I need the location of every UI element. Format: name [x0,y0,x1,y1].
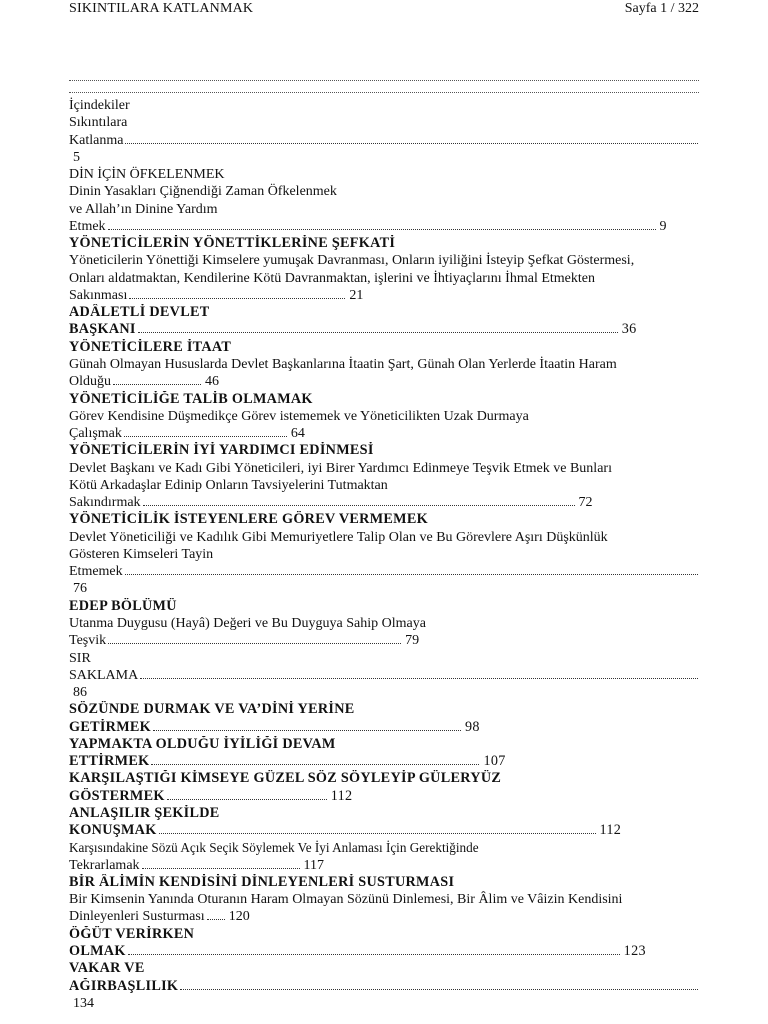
dot-leader [108,228,656,230]
dotted-separator [69,76,699,81]
toc-entry-label: KONUŞMAK [69,822,157,839]
toc-entry-label: Etmemek [69,564,123,580]
toc-entry [69,943,700,960]
toc-line: Devlet Başkanı ve Kadı Gibi Yöneticileri, iyi Birer Yardımcı Edinmeye Teşvik Etmek ve Bunları [69,460,612,476]
toc-entry-label: Tekrarlamak [69,857,140,873]
toc-heading: BİR ÂLİMİN KENDİSİNİ DİNLEYENLERİ SUSTURMASI [69,873,455,890]
dot-leader [108,642,401,644]
toc-heading: KARŞILAŞTIĞI KİMSEYE GÜZEL SÖZ SÖYLEYİP GÜLERYÜZ [69,770,502,787]
toc-entry-label: Olduğu [69,374,111,390]
dot-leader [207,918,225,920]
toc-entry-label: Dinleyenleri Susturması [69,909,205,925]
toc-line: Karşısındakine Sözü Açık Seçik Söylemek Ve İyi Anlaması İçin Gerektiğinde [69,840,479,856]
toc-entry-page: 21 [349,287,364,303]
dot-leader [143,504,575,506]
toc-line: Görev Kendisine Düşmedikçe Görev istememek ve Yöneticilikten Uzak Durmaya [69,408,529,424]
toc-entry-page: 9 [659,218,667,234]
dot-leader [128,953,620,955]
toc-entry-label: OLMAK [69,943,126,960]
toc-entry [69,753,700,770]
dot-leader [140,677,698,679]
toc-heading: ANLAŞILIR ŞEKİLDE [69,804,220,821]
toc-entry [69,373,700,390]
toc-heading: YÖNETİCİLİĞE TALİB OLMAMAK [69,390,313,407]
toc-line: Gösteren Kimseleri Tayin [69,546,214,562]
toc-entry-label: AĞIRBAŞLILIK [69,977,179,994]
toc-line: ve Allah’ın Dinine Yardım [69,201,218,217]
toc-line: Kötü Arkadaşlar Edinip Onların Tavsiyelerini Tutmaktan [69,477,388,493]
toc-page-number: 86 [73,685,87,701]
toc-entry [69,822,700,839]
dot-leader [113,383,201,385]
page-header [69,0,699,18]
toc-entry [69,494,700,511]
toc-entry-label: Sakınması [69,287,128,303]
document-title: SIKINTILARA KATLANMAK [69,1,254,16]
toc-heading: ÖĞÜT VERİRKEN [69,925,195,942]
toc-line: Utanma Duygusu (Hayâ) Değeri ve Bu Duyguya Sahip Olmaya [69,615,426,631]
toc-entry-label: Katlanma [69,132,124,148]
toc-line: SIR [69,650,91,666]
toc-entry [69,908,700,925]
toc-entry-label: Çalışmak [69,426,122,442]
toc-entry [69,425,700,442]
dot-leader [153,729,461,731]
dot-leader [124,435,287,437]
toc-entry-page: 79 [405,633,420,649]
dot-leader [125,573,698,575]
dot-leader [129,297,345,299]
toc-entry [69,132,700,149]
dot-leader [142,867,300,869]
dot-leader [151,763,479,765]
toc-entry [69,978,700,995]
toc-line: Bir Kimsenin Yanında Oturanın Haram Olmayan Sözünü Dinlemesi, Bir Âlim ve Vâizin Kendisini [69,892,623,908]
toc-entry-label: BAŞKANI [69,321,136,338]
table-of-contents [69,97,700,1012]
toc-entry-page: 112 [330,787,353,804]
toc-entry-label: Teşvik [69,633,107,649]
toc-line: İçindekiler [69,98,130,113]
toc-entry-page: 117 [303,857,325,873]
dot-leader [180,988,698,990]
toc-heading: SÖZÜNDE DURMAK VE VA’DİNİ YERİNE [69,701,355,718]
toc-entry [69,719,700,736]
toc-entry-page: 46 [205,374,219,390]
dot-leader [125,142,698,144]
dot-leader [159,832,596,834]
toc-heading: YÖNETİCİLERİN İYİ YARDIMCI EDİNMESİ [69,442,374,459]
dot-leader [167,798,327,800]
toc-entry [69,321,700,338]
toc-entry-page: 107 [483,753,506,770]
toc-heading: YÖNETİCİLERE İTAAT [69,338,232,355]
toc-line: Sıkıntılara [69,115,128,131]
toc-entry-label: Etmek [69,218,106,234]
toc-entry-page: 123 [623,943,646,960]
toc-entry [69,857,700,874]
toc-entry [69,563,700,580]
toc-heading: EDEP BÖLÜMÜ [69,597,177,614]
toc-entry-label: GÖSTERMEK [69,787,165,804]
toc-entry-label: Sakındırmak [69,495,141,511]
toc-entry-label: SAKLAMA [69,667,139,683]
toc-entry [69,788,700,805]
toc-page-number: 5 [73,149,80,165]
dotted-separator [69,88,699,93]
toc-entry-page: 72 [578,495,593,511]
toc-heading: VAKAR VE [69,960,145,977]
toc-entry [69,667,700,684]
toc-entry-label: ETTİRMEK [69,753,150,770]
toc-entry-label: GETİRMEK [69,718,152,735]
toc-entry-page: 120 [228,909,250,925]
toc-entry [69,218,700,235]
toc-heading: ADÂLETLİ DEVLET [69,304,210,321]
toc-page-number: 76 [73,581,87,597]
toc-line: Dinin Yasakları Çiğnendiği Zaman Öfkelenmek [69,184,337,200]
toc-entry-page: 112 [599,822,622,839]
toc-heading: YAPMAKTA OLDUĞU İYİLİĞİ DEVAM [69,735,336,752]
toc-entry-page: 98 [465,718,480,735]
toc-page-number: 134 [73,995,94,1011]
dot-leader [138,331,618,333]
toc-entry-page: 36 [621,321,637,338]
toc-entry [69,287,700,304]
page-number: Sayfa 1 / 322 [624,1,699,16]
toc-line: Günah Olmayan Hususlarda Devlet Başkanlarına İtaatin Şart, Günah Olan Yerlerde İtaatin Haram [69,356,617,372]
toc-line: Devlet Yöneticiliği ve Kadılık Gibi Memuriyetlere Talip Olan ve Bu Görevlere Aşırı Düşkünlük [69,529,608,545]
toc-heading: YÖNETİCİLERİN YÖNETTİKLERİNE ŞEFKATİ [69,235,396,252]
toc-line: DİN İÇİN ÖFKELENMEK [69,167,225,183]
toc-entry-page: 64 [290,426,305,442]
toc-heading: YÖNETİCİLİK İSTEYENLERE GÖREV VERMEMEK [69,511,428,528]
toc-line: Onları aldatmaktan, Kendilerine Kötü Davranmaktan, işlerini ve İhtiyaçlarını İhmal Etmekten [69,270,595,286]
toc-entry [69,632,700,649]
toc-line: Yöneticilerin Yönettiği Kimselere yumuşak Davranması, Onların iyiliğini İsteyip Şefkat Göstermesi, [69,253,635,269]
